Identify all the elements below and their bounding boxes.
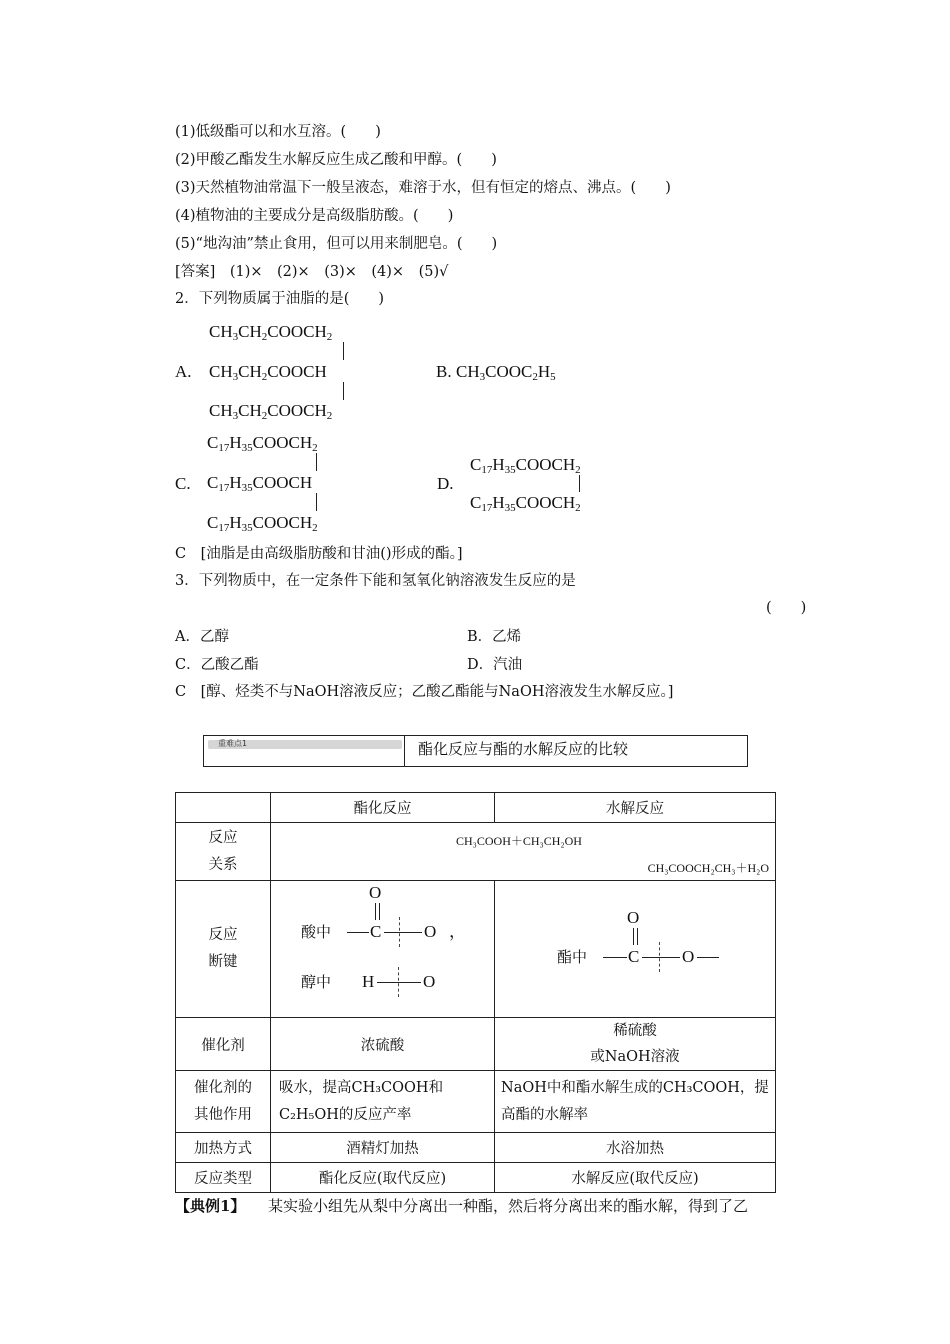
judgment-3: (3)天然植物油常温下一般呈液态，难溶于水，但有恒定的熔点、沸点。( ) xyxy=(175,180,671,196)
catalyst-role-esterification: 吸水，提高CH₃COOH和 C₂H₅OH的反应产率 xyxy=(271,1071,495,1133)
atom-o: O xyxy=(424,922,437,941)
example-text: 某实验小组先从梨中分离出一种酯，然后将分离出来的酯水解，得到了乙 xyxy=(268,1197,749,1215)
atom-o-h: O xyxy=(682,947,695,966)
comma: ， xyxy=(449,922,466,941)
q3-option-b: B．乙烯 xyxy=(467,629,522,645)
formula-d-line1: $C_{17}H_{35}COOCH_2$ xyxy=(470,455,581,476)
formula-c-line1: $C_{17}H_{35}COOCH_2$ xyxy=(207,433,318,454)
q2-label-b: B. xyxy=(436,362,452,381)
comparison-table xyxy=(175,792,776,1193)
bond-a-1 xyxy=(343,342,344,360)
catalyst-role-hydrolysis: NaOH中和酯水解生成的CH₃COOH，提 高酯的水解率 xyxy=(495,1071,776,1133)
bond-c-o xyxy=(384,932,422,933)
judgment-1: (1)低级酯可以和水互溶。( ) xyxy=(175,124,381,140)
q3-option-d: D．汽油 xyxy=(467,657,523,673)
atom-c-h: C xyxy=(628,947,640,966)
bond-c-1 xyxy=(316,453,317,471)
heating-hydrolysis: 水浴加热 xyxy=(495,1133,776,1163)
atom-c: C xyxy=(370,922,382,941)
answer-1: [答案] (1)× (2)× (3)× (4)× (5)√ xyxy=(175,264,449,280)
q3-blank: ( ) xyxy=(766,600,807,616)
table-header-blank xyxy=(176,793,271,823)
alcohol-prefix: 醇中 xyxy=(301,973,332,991)
table-row xyxy=(176,1133,776,1163)
judgment-2: (2)甲酸乙酯发生水解反应生成乙酸和甲醇。( ) xyxy=(175,152,497,168)
row-label-reaction-relation: 反应 关系 xyxy=(176,823,271,881)
table-row xyxy=(176,793,776,823)
q3-option-a: A．乙醇 xyxy=(175,629,229,645)
table-row xyxy=(176,823,776,881)
type-esterification: 酯化反应(取代反应) xyxy=(271,1163,495,1193)
table-row xyxy=(176,1018,776,1071)
section-heading-box xyxy=(203,735,748,767)
table-row xyxy=(176,1163,776,1193)
catalyst-esterification: 浓硫酸 xyxy=(271,1018,495,1071)
break-line-acid xyxy=(399,917,400,947)
q2-answer: C [油脂是由高级脂肪酸和甘油()形成的酯。] xyxy=(175,546,463,562)
section-badge-label: 重难点1 xyxy=(218,739,248,748)
double-bond-h-2 xyxy=(637,928,638,945)
section-title: 酯化反应与酯的水解反应的比较 xyxy=(418,740,629,758)
reaction-reactants: CH₃COOH＋CH₃CH₂OH xyxy=(456,834,582,848)
row-label-type: 反应类型 xyxy=(176,1163,271,1193)
q2-label-a: A. xyxy=(175,362,192,381)
acid-prefix: 酸中 xyxy=(301,923,332,941)
row-label-heating: 加热方式 xyxy=(176,1133,271,1163)
table-row xyxy=(176,1071,776,1133)
formula-b: $CH_3COOC_2H_5$ xyxy=(456,362,556,383)
table-header-hydrolysis: 水解反应 xyxy=(495,793,776,823)
example-tag: 【典例1】 xyxy=(175,1197,246,1215)
reaction-products: CH₃COOCH₂CH₃＋H₂O xyxy=(647,861,769,875)
bond-h-o xyxy=(377,982,421,983)
break-line-ester xyxy=(659,942,660,972)
section-divider xyxy=(404,736,405,766)
bond-c-2 xyxy=(316,493,317,511)
judgment-4: (4)植物油的主要成分是高级脂肪酸。( ) xyxy=(175,208,454,224)
formula-c-line3: $C_{17}H_{35}COOCH_2$ xyxy=(207,513,318,534)
q3-stem: 3．下列物质中，在一定条件下能和氢氧化钠溶液发生反应的是 xyxy=(175,573,576,589)
atom-o-double: O xyxy=(369,883,382,902)
reaction-equation-cell xyxy=(271,823,776,881)
atom-o-alcohol: O xyxy=(423,972,436,991)
hydrolysis-bond-diagram xyxy=(495,881,776,1018)
row-label-bond-break: 反应 断键 xyxy=(176,881,271,1018)
table-row xyxy=(176,881,776,1018)
bond-left xyxy=(347,932,369,933)
esterification-bond-diagram xyxy=(271,881,495,1018)
bond-a-2 xyxy=(343,382,344,400)
table-header-esterification: 酯化反应 xyxy=(271,793,495,823)
q3-option-c: C．乙酸乙酯 xyxy=(175,657,259,673)
bond-d-1 xyxy=(579,475,580,492)
q3-answer: C [醇、烃类不与NaOH溶液反应；乙酸乙酯能与NaOH溶液发生水解反应。] xyxy=(175,684,674,700)
double-bond-line-2 xyxy=(379,903,380,920)
heating-esterification: 酒精灯加热 xyxy=(271,1133,495,1163)
bond-c-o-h xyxy=(642,957,680,958)
formula-d-line2: $C_{17}H_{35}COOCH_2$ xyxy=(470,493,581,514)
break-line-alcohol xyxy=(398,967,399,997)
atom-o-double-h: O xyxy=(627,908,640,927)
row-label-catalyst: 催化剂 xyxy=(176,1018,271,1071)
judgment-5: (5)“地沟油”禁止食用，但可以用来制肥皂。( ) xyxy=(175,236,498,252)
formula-c-line2: $C_{17}H_{35}COOCH$ xyxy=(207,473,313,494)
ester-prefix: 酯中 xyxy=(557,948,588,966)
double-bond-h-1 xyxy=(633,928,634,945)
catalyst-hydrolysis: 稀硫酸 或NaOH溶液 xyxy=(495,1018,776,1071)
formula-a-line3: $CH_3CH_2COOCH_2$ xyxy=(209,401,333,422)
row-label-catalyst-other: 催化剂的 其他作用 xyxy=(176,1071,271,1133)
formula-a-line1: $CH_3CH_2COOCH_2$ xyxy=(209,322,333,343)
atom-h: H xyxy=(362,972,375,991)
double-bond-line-1 xyxy=(375,903,376,920)
q2-label-d: D. xyxy=(437,474,454,493)
section-badge-bar xyxy=(208,740,402,749)
q2-stem: 2．下列物质属于油脂的是( ) xyxy=(175,291,385,307)
bond-left-h xyxy=(603,957,627,958)
bond-right-h xyxy=(697,957,719,958)
q2-label-c: C. xyxy=(175,474,191,493)
formula-a-line2: $CH_3CH_2COOCH$ xyxy=(209,362,327,383)
type-hydrolysis: 水解反应(取代反应) xyxy=(495,1163,776,1193)
